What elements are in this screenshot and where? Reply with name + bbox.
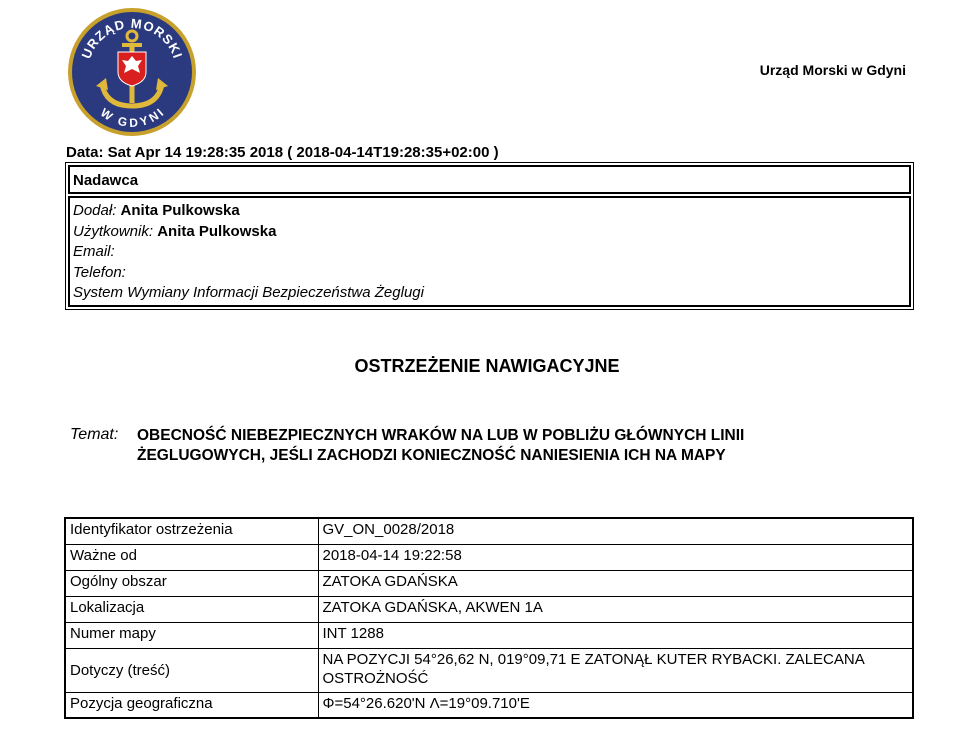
phone-line	[73, 263, 909, 284]
subject-label: Temat:	[70, 426, 119, 443]
table-row	[65, 648, 913, 692]
sender-details	[68, 196, 911, 307]
sender-heading: Nadawca	[68, 165, 911, 194]
row-label: Dotyczy (treść)	[65, 648, 318, 692]
row-label: Lokalizacja	[65, 596, 318, 622]
row-label: Numer mapy	[65, 622, 318, 648]
user-label: Użytkownik:	[73, 222, 154, 240]
phone-label: Telefon:	[73, 263, 126, 281]
subject-text: OBECNOŚĆ NIEBEZPIECZNYCH WRAKÓW NA LUB W POBLIŻU GŁÓWNYCH LINII ŻEGLUGOWYCH, JEŚLI ZACHODZI KONIECZNOŚĆ NANIESIENIA ICH NA MAPY	[137, 427, 745, 464]
system-line	[73, 283, 909, 304]
urzad-morski-logo	[66, 6, 198, 138]
row-value: 2018-04-14 19:22:58	[318, 544, 913, 570]
table-row	[65, 518, 913, 544]
added-by-line	[73, 201, 909, 222]
row-value: INT 1288	[318, 622, 913, 648]
row-label: Ogólny obszar	[65, 570, 318, 596]
table-row	[65, 544, 913, 570]
user-line	[73, 222, 909, 243]
logo-top-text: URZĄD MORSKI	[78, 15, 186, 61]
document-date: Data: Sat Apr 14 19:28:35 2018 ( 2018-04-14T19:28:35+02:00 )	[66, 144, 499, 161]
row-value: ZATOKA GDAŃSKA	[318, 570, 913, 596]
table-row	[65, 622, 913, 648]
sender-section	[65, 162, 914, 310]
row-value: GV_ON_0028/2018	[318, 518, 913, 544]
eagle-shield-icon	[118, 52, 146, 86]
system-label: System Wymiany Informacji Bezpieczeństwa Żeglugi	[73, 284, 424, 301]
warning-details-table	[64, 517, 914, 719]
row-value: ZATOKA GDAŃSKA, AKWEN 1A	[318, 596, 913, 622]
row-label: Ważne od	[65, 544, 318, 570]
row-value: NA POZYCJI 54°26,62 N, 019°09,71 E ZATONĄŁ KUTER RYBACKI. ZALECANA OSTROŻNOŚĆ	[318, 648, 913, 692]
email-label: Email:	[73, 243, 115, 260]
added-by-label: Dodał:	[73, 202, 117, 219]
organization-name: Urząd Morski w Gdyni	[759, 62, 906, 78]
logo-bottom-text: W GDYNI	[97, 105, 167, 130]
table-row	[65, 570, 913, 596]
table-row	[65, 692, 913, 718]
row-value: Φ=54°26.620'N Λ=19°09.710'E	[318, 692, 913, 718]
user-value: Anita Pulkowska	[157, 222, 277, 240]
notice-title: OSTRZEŻENIE NAWIGACYJNE	[354, 356, 620, 376]
row-label: Identyfikator ostrzeżenia	[65, 518, 318, 544]
row-label: Pozycja geograficzna	[65, 692, 318, 718]
table-row	[65, 596, 913, 622]
added-by-value: Anita Pulkowska	[120, 202, 240, 219]
email-line	[73, 242, 909, 263]
